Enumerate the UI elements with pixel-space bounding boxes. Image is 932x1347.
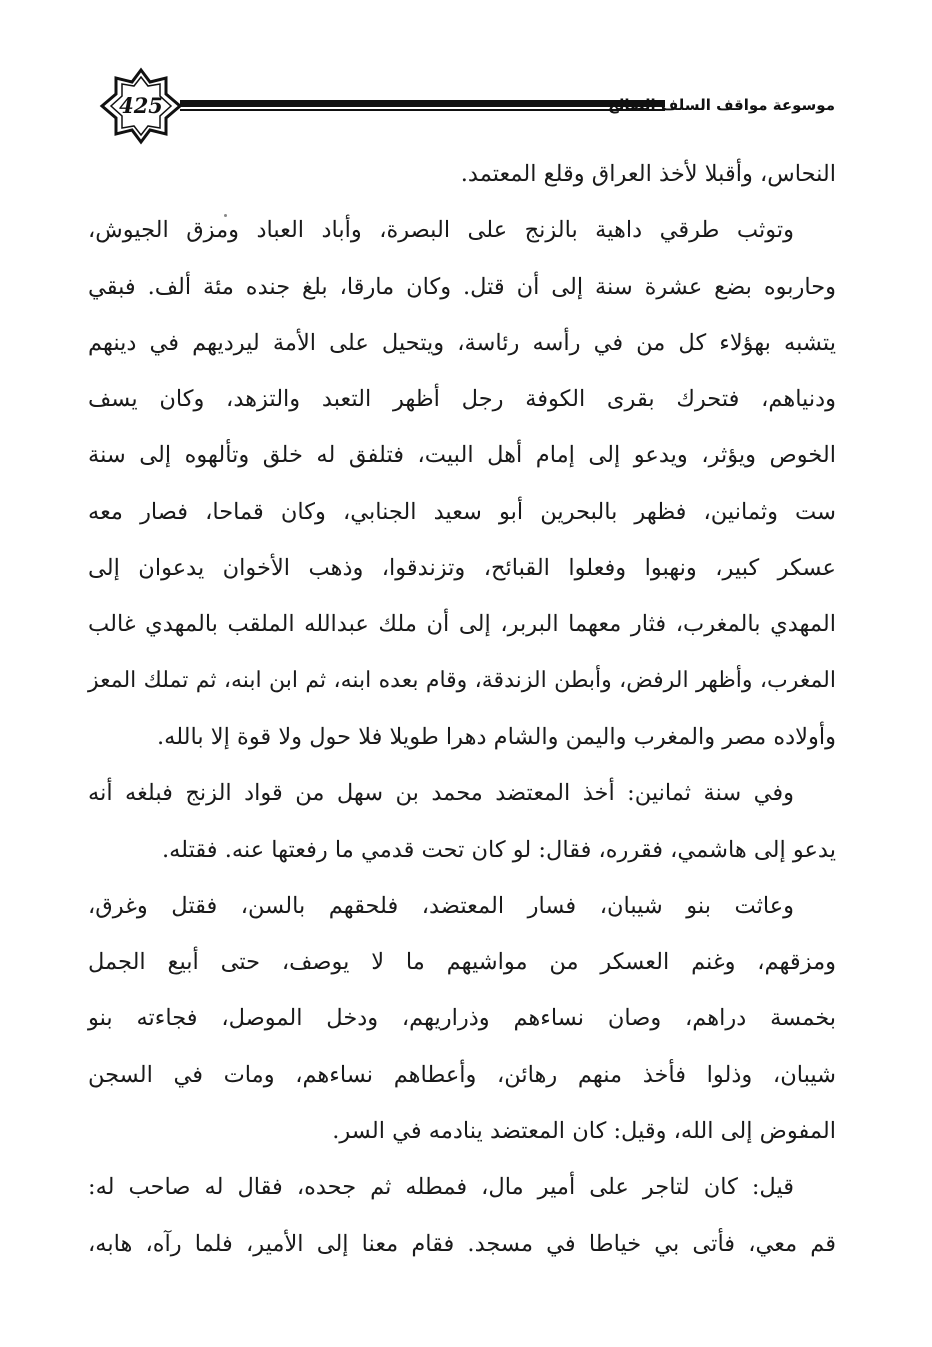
text-line: وتوثب طرقي داهية بالزنج على البصرة، وأباد العباد ومزق الجيوش،	[88, 217, 794, 244]
text-line: وعاثت بنو شيبان، فسار المعتضد، فلحقهم بالسن، فقتل وغرق،	[88, 892, 794, 919]
text-line: وفي سنة ثمانين: أخذ المعتضد محمد بن سهل من قواد الزنج فبلغه أنه	[88, 780, 794, 807]
text-line: الخوص ويؤثر، ويدعو إلى إمام أهل البيت، فتلفق له خلق وتألهوه إلى سنة	[88, 442, 836, 469]
page-number-badge	[100, 68, 182, 144]
text-line: ست وثمانين، فظهر بالبحرين أبو سعيد الجنابي، وكان قماحا، فصار معه	[88, 498, 836, 525]
header-rule-thin	[180, 109, 665, 111]
book-title: موسوعة مواقف السلف الصالح	[607, 96, 835, 114]
page-header	[100, 68, 835, 144]
body-text	[88, 146, 836, 1272]
scan-speck	[224, 214, 227, 217]
text-line: شيبان، وذلوا فأخذ منهم رهائن، وأعطاهم نساءهم، ومات في السجن	[88, 1061, 836, 1088]
text-line: ومزقهم، وغنم العسكر من مواشيهم ما لا يوصف، حتى أبيع الجمل	[88, 949, 836, 976]
text-line: عسكر كبير، ونهبوا وفعلوا القبائح، وتزندقوا، وذهب الأخوان يدعوان إلى	[88, 555, 836, 582]
text-line: وحاربوه بضع عشرة سنة إلى أن قتل. وكان مارقا، بلغ جنده مئة ألف. فبقي	[88, 273, 836, 300]
text-line: المغرب، وأظهر الرفض، وأبطن الزندقة، وقام بعده ابنه، ثم ابن ابنه، ثم تملك المعز	[88, 667, 836, 693]
text-line: النحاس، وأقبلا لأخذ العراق وقلع المعتمد.	[460, 161, 836, 187]
text-line: يدعو إلى هاشمي، فقرره، فقال: لو كان تحت قدمي ما رفعتها عنه. فقتله.	[161, 836, 836, 863]
text-line: قم معي، فأتى بي خياطا في مسجد. فقام معنا إلى الأمير، فلما رآه، هابه،	[88, 1230, 836, 1257]
text-line: وأولاده مصر والمغرب واليمن والشام دهرا طويلا فلا حول ولا قوة إلا بالله.	[157, 723, 836, 750]
text-line: ودنياهم، فتحرك بقرى الكوفة رجل أظهر التعبد والتزهد، وكان يسف	[88, 386, 836, 413]
header-rule	[180, 100, 665, 112]
header-rule-thick	[180, 100, 665, 107]
page-number: 425	[119, 93, 163, 118]
text-line: المهدي بالمغرب، فثار معهما البربر، إلى أن ملك عبدالله الملقب بالمهدي غالب	[88, 611, 836, 638]
text-line: يتشبه بهؤلاء كل من في رأسه رئاسة، ويتحيل على الأمة ليرديهم في دينهم	[88, 329, 836, 356]
text-line: المفوض إلى الله، وقيل: كان المعتضد ينادمه في السر.	[332, 1118, 836, 1145]
text-line: قيل: كان لتاجر على أمير مال، فمطله ثم جحده، فقال له صاحب له:	[88, 1174, 794, 1201]
text-line: بخمسة دراهم، وصان نساءهم وذراريهم، ودخل الموصل، فجاءته بنو	[88, 1005, 836, 1032]
